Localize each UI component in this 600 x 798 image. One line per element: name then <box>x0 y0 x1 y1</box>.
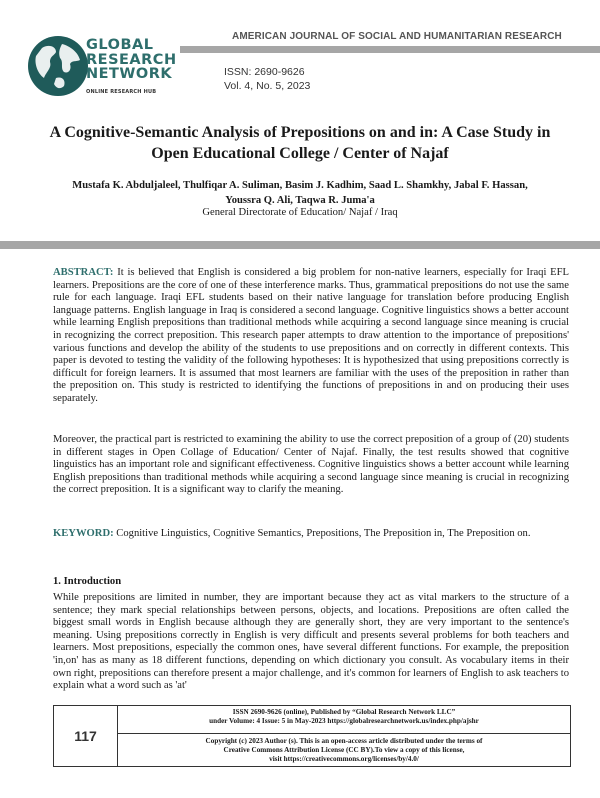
footer-line: ISSN 2690-9626 (online), Published by “Global Research Network LLC” <box>232 708 456 716</box>
issn-text: ISSN: 2690-9626 <box>224 66 305 78</box>
volume-text: Vol. 4, No. 5, 2023 <box>224 80 311 92</box>
license-info <box>118 734 570 764</box>
keywords-label: KEYWORD: <box>53 528 114 539</box>
brand-line: RESEARCH <box>86 51 177 68</box>
footer-info <box>118 706 570 766</box>
globe-icon <box>26 34 90 98</box>
abstract-label: ABSTRACT: <box>53 267 114 278</box>
section-heading: 1. Introduction <box>53 576 122 587</box>
page-number: 117 <box>54 706 118 766</box>
keywords <box>53 528 569 541</box>
abstract-paragraph-1 <box>53 267 569 406</box>
brand-line: NETWORK <box>86 66 173 82</box>
brand-line: GLOBAL <box>86 37 154 53</box>
footer-line: Copyright (c) 2023 Author (s). This is an open-access article distributed under the terms of <box>205 737 483 745</box>
abstract-paragraph-2: Moreover, the practical part is restricted to examining the ability to use the correct preposition of a group of (20) students in different stages in Open Collage of Education/ Center of Najaf. Finally, the test results showed that cognitive linguistics has an important role and significant effectiveness. Cognitive linguistics shows a better account while learning English prepositions than traditional methods while acquiring a second language since meaning is crucial in recognizing the correct preposition. It is a significant way to clarify the meaning. <box>53 434 569 496</box>
abstract-text: It is believed that English is considered a big problem for non-native learners, especially for Iraqi EFL learners. Prepositions are the core of one of these interference marks. Thus, grammatical prepositions do not use the same rule for each language. Iraqi EFL students based on their native language for translation before producing English language patterns. English language in Iraq is considered a second language. Cognitive linguistics shows a better account while learning English prepositions than traditional methods while acquiring a second language since meaning is crucial in recognizing the correct preposition. This research paper attempts to draw attention to the importance of prepositions' various functions and develop the ability of the students to use prepositions and on correctly in different contexts. This paper is devoted to testing the validity of the following hypotheses: It is hypothesized that using prepositions correctly is difficult for foreign learners. It is assumed that most learners are familiar with the uses of the preposition in rather than the preposition on. This study is restricted to identifying the functions of prepositions in and on producing their uses separately. <box>53 267 569 404</box>
authors: Mustafa K. Abduljaleel, Thulfiqar A. Suliman, Basim J. Kadhim, Saad L. Shamkhy, Jabal F. Hassan, Youssra Q. Ali, Taqwa R. Juma'a <box>72 180 528 206</box>
footer-line: Creative Commons Attribution License (CC BY).To view a copy of this license, <box>223 746 465 754</box>
journal-name: AMERICAN JOURNAL OF SOCIAL AND HUMANITARIAN RESEARCH <box>232 31 562 42</box>
brand-subtitle: ONLINE RESEARCH HUB <box>86 88 157 95</box>
paper-title: A Cognitive-Semantic Analysis of Prepositions on and in: A Case Study in Open Educational College / Center of Najaf <box>49 124 551 162</box>
brand-name <box>86 38 177 99</box>
affiliation: General Directorate of Education/ Najaf / Iraq <box>202 207 398 218</box>
footer-line: visit https://creativecommons.org/licenses/by/4.0/ <box>269 755 419 763</box>
footer-line: under Volume: 4 Issue: 5 in May-2023 https://globalresearchnetwork.us/index.php/ajshr <box>209 717 479 725</box>
intro-paragraph: While prepositions are limited in number, they are important because they act as vital markers to the structure of a sentence; they mark special relationships between persons, objects, and locations. Prepositions are often called the biggest small words in English because although they are generally short, they are very important to the sentence's meaning. Using prepositions correctly in English is very difficult and presents several problems for both teachers and learners. Most prepositions, especially the common ones, have several different functions. For example, the preposition 'in,on' has as many as 18 different functions, depending on which dictionary you consult. As vocabulary items in their own right, prepositions can therefore present a major challenge, and it's common for learners of English to ask teachers to explain what a word such as 'at' <box>53 592 569 692</box>
header-divider <box>180 46 600 53</box>
publication-info <box>118 706 570 734</box>
section-divider <box>0 241 600 249</box>
footer-box <box>53 705 571 767</box>
keywords-text: Cognitive Linguistics, Cognitive Semantics, Prepositions, The Preposition in, The Preposition on. <box>116 528 531 539</box>
